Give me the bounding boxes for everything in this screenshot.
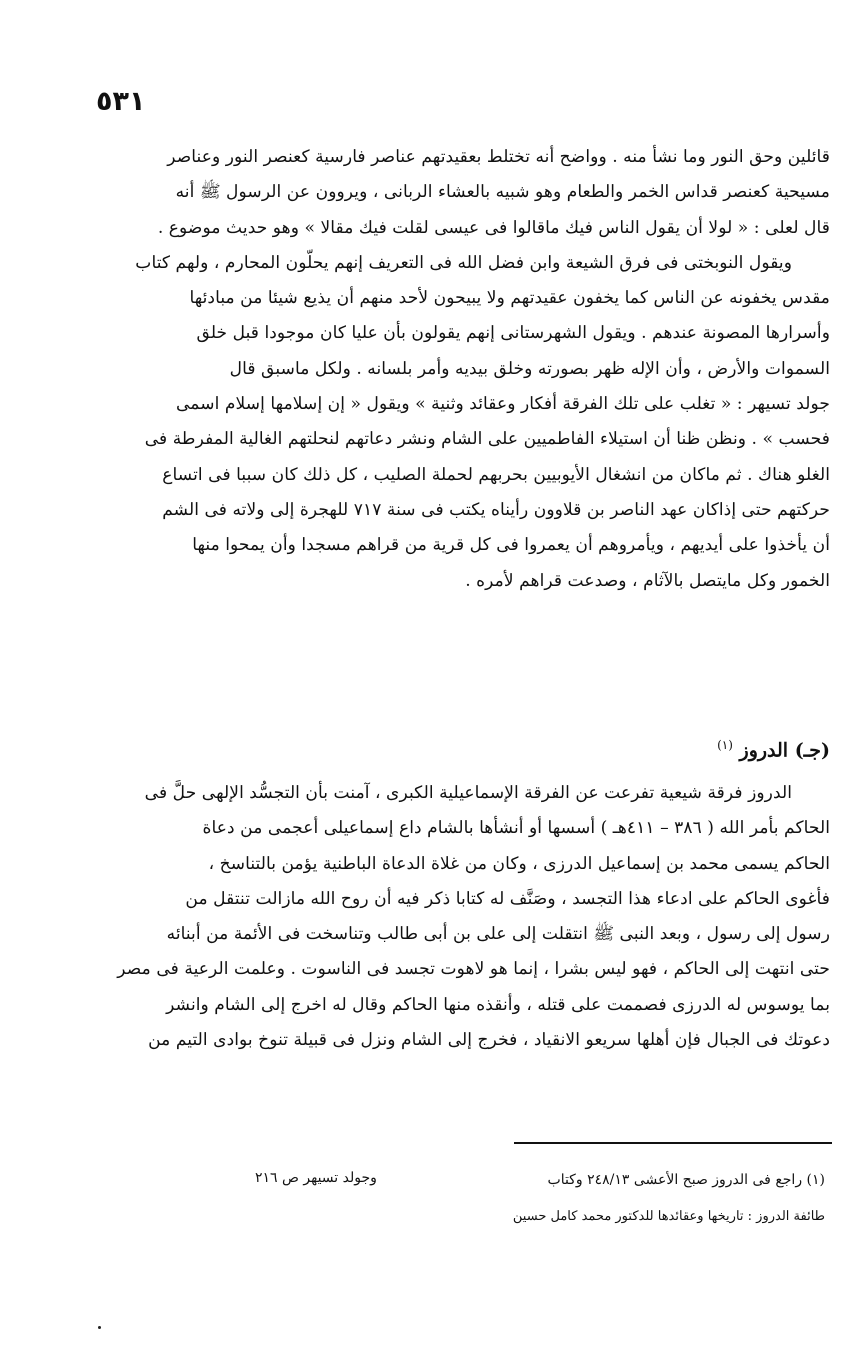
section-heading-text: (جـ) الدروز: [739, 739, 830, 762]
text-line: ويقول النوبختى فى فرق الشيعة وابن فضل الله فى التعريف إنهم يحلّون المحارم ، ولهم كتاب: [135, 252, 792, 273]
text-line: الحاكم يسمى محمد بن إسماعيل الدرزى ، وكان من غلاة الدعاة الباطنية يؤمن بالتناسخ ،: [208, 853, 830, 874]
text-line: الحاكم بأمر الله ( ٣٨٦ – ٤١١هـ ) أسسها أو أنشأها بالشام داع إسماعيلى أعجمى من دعاة: [202, 818, 830, 839]
text-line: وأسرارها المصونة عندهم . ويقول الشهرستانى إنهم يقولون بأن عليا كان موجودا قبل خلق: [196, 323, 830, 344]
footnote-1-line-1: (١) راجع فى الدروز صبح الأعشى ٢٤٨/١٣ وكتاب: [547, 1172, 825, 1188]
text-line: الغلو هناك . ثم ماكان من انشغال الأيوبيين بحربهم لحملة الصليب ، كل ذلك كان سببا فى اتساع: [162, 464, 830, 485]
text-line: فأغوى الحاكم على ادعاء هذا التجسد ، وصَنَّف له كتابا ذكر فيه أن روح الله مازالت تنتقل من: [185, 888, 830, 909]
page-number: ٥٣١: [96, 86, 146, 117]
text-line: فحسب » . ونظن ظنا أن استيلاء الفاطميين على الشام ونشر دعاتهم لنحلتهم الغالية المفرطة فى: [144, 429, 830, 450]
text-line: أن يأخذوا على أيديهم ، ويأمروهم أن يعمروا فى كل قرية من قراهم مسجدا وأن يمحوا منها: [192, 535, 830, 556]
text-line: قائلين وحق النور وما نشأ منه . وواضح أنه تختلط بعقيدتهم عناصر فارسية كعنصر النور وعناصر: [167, 147, 830, 167]
text-line: جولد تسيهر : « تغلب على تلك الفرقة أفكار وعقائد وثنية » ويقول « إن إسلامها إسلام اسمى: [175, 394, 830, 415]
text-line: حركتهم حتى إذاكان عهد الناصر بن قلاوون رأيناه يكتب فى سنة ٧١٧ للهجرة إلى ولاته فى الشم: [162, 499, 830, 520]
text-line: السموات والأرض ، وأن الإله ظهر بصورته وخلق بيديه وأمر بلسانه . ولكل ماسبق قال: [229, 358, 830, 379]
page-speck: [98, 1326, 101, 1329]
text-line: دعوتك فى الجبال فإن أهلها سريعو الانقياد ، فخرج إلى الشام ونزل فى قبيلة تنوخ بوادى التيم من: [148, 1030, 830, 1051]
text-line: مسيحية كعنصر قداس الخمر والطعام وهو شبيه بالعشاء الربانى ، ويروون عن الرسول ﷺ أنه: [175, 182, 830, 203]
footnote-1-line-2: طائفة الدروز : تاريخها وعقائدها للدكتور محمد كامل حسين: [512, 1209, 825, 1224]
text-line: الخمور وكل مايتصل بالآثام ، وصدعت قراهم لأمره .: [465, 570, 830, 591]
text-line: رسول إلى رسول ، وبعد النبى ﷺ انتقلت إلى على بن أبى طالب وتناسخت فى الأئمة من أبنائه: [166, 924, 830, 945]
text-line: قال لعلى : « لولا أن يقول الناس فيك ماقالوا فى عيسى لقلت فيك مقالا » وهو حديث موضوع .: [157, 217, 830, 238]
footnote-1-continuation: وجولد تسيهر ص ٢١٦: [255, 1170, 377, 1186]
text-line: حتى انتهت إلى الحاكم ، فهو ليس بشرا ، إنما هو لاهوت تجسد فى الناسوت . وعلمت الرعية فى مصر: [117, 959, 830, 980]
text-line: بما يوسوس له الدرزى فصممت على قتله ، وأنقذه منها الحاكم وقال له اخرج إلى الشام وانشر: [166, 994, 830, 1015]
text-line: مقدس يخفونه عن الناس كما يخفون عقيدتهم ولا يبيحون لأحد منهم أن يذيع شيئا من مبادئها: [189, 288, 830, 309]
footnote-ref: (١): [717, 738, 733, 752]
section-heading: [717, 738, 830, 761]
footnote-divider: [514, 1142, 832, 1144]
text-line: الدروز فرقة شيعية تفرعت عن الفرقة الإسماعيلية الكبرى ، آمنت بأن التجسُّد الإلهى حلَّ فى: [144, 783, 792, 803]
paragraph-1: [98, 140, 830, 599]
paragraph-2: [98, 776, 830, 1058]
